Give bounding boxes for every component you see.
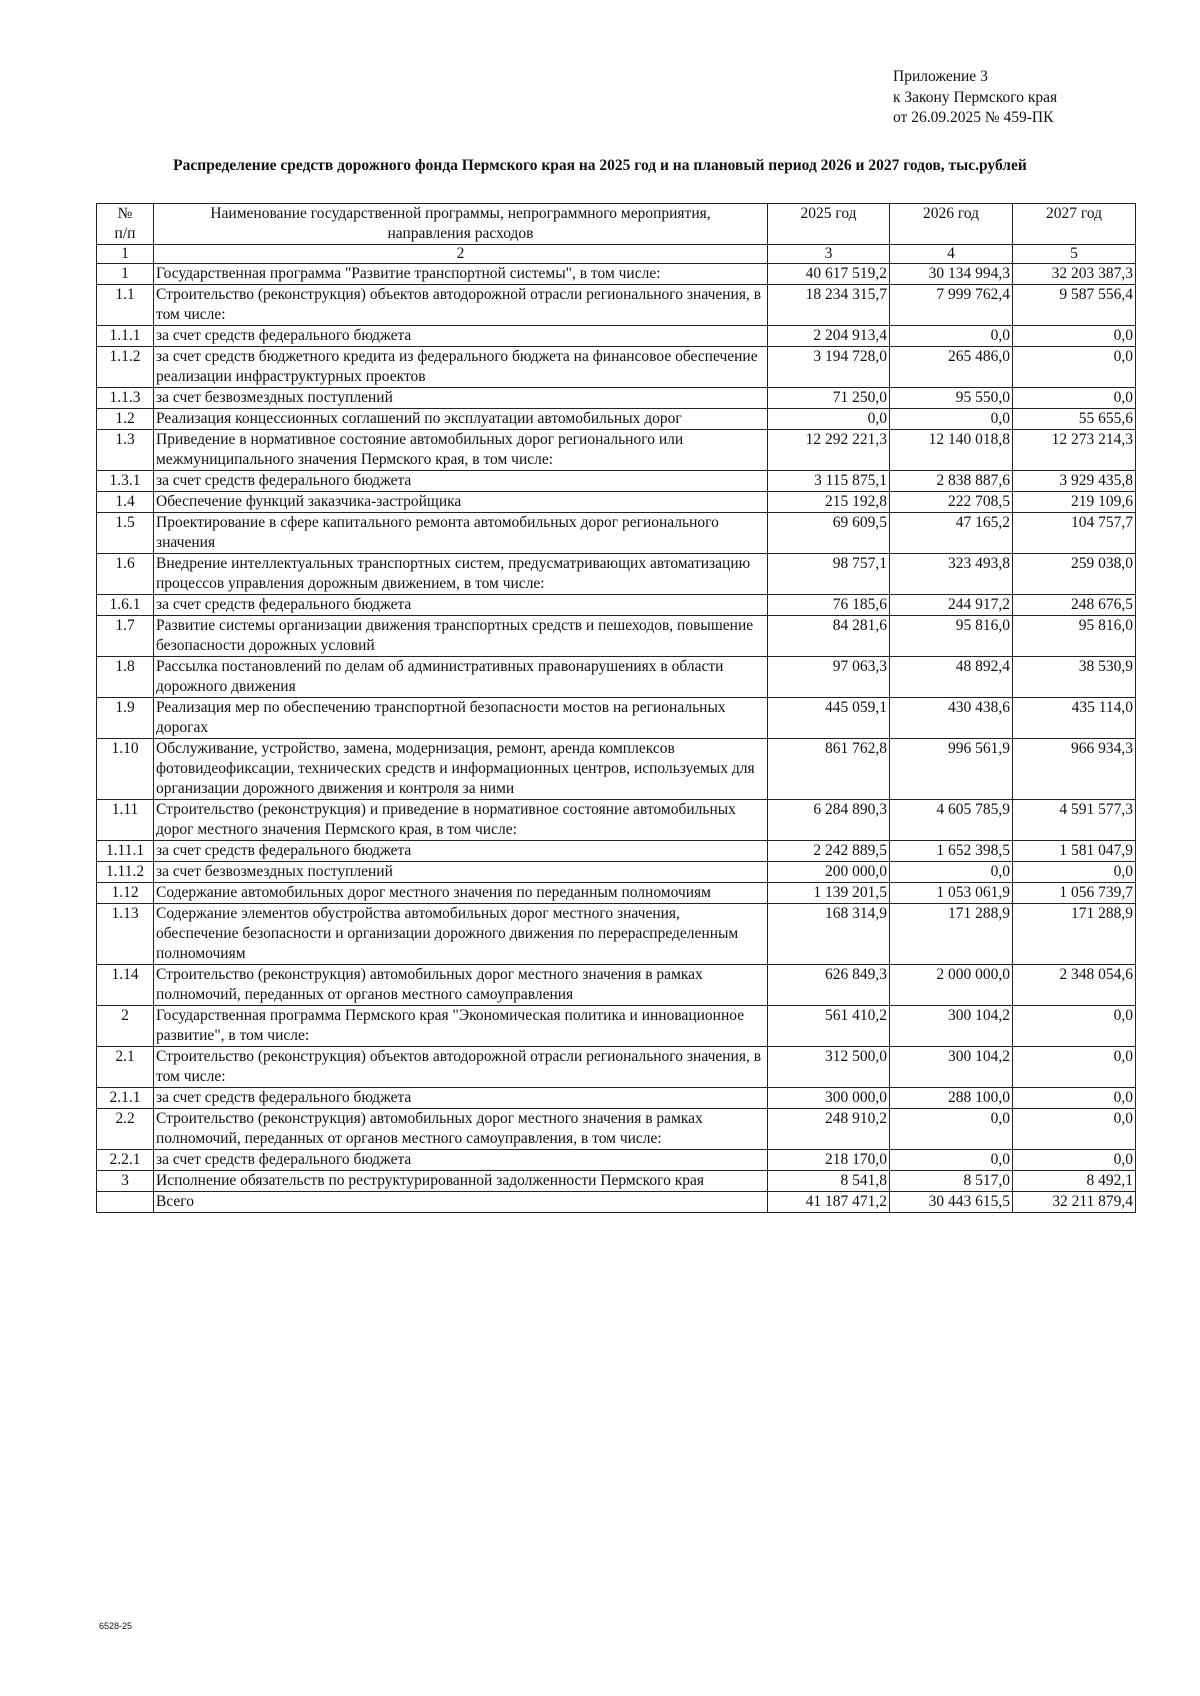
row-value-2026: 30 443 615,5 bbox=[890, 1192, 1013, 1213]
row-value-2027: 32 211 879,4 bbox=[1013, 1192, 1136, 1213]
row-value-2025: 6 284 890,3 bbox=[768, 800, 890, 841]
appendix-line: Приложение 3 bbox=[893, 68, 988, 85]
row-num: 1.6.1 bbox=[97, 595, 154, 616]
table-row bbox=[97, 264, 1136, 285]
row-num: 1.11.2 bbox=[97, 862, 154, 883]
row-name: Обслуживание, устройство, замена, модернизация, ремонт, аренда комплексов фотовидеофиксации, технических средств и информационных центров, используемых для организации дорожного движения и контроля за ними bbox=[154, 739, 768, 800]
row-value-2025: 0,0 bbox=[768, 409, 890, 430]
row-value-2025: 12 292 221,3 bbox=[768, 430, 890, 471]
header-name-cell bbox=[154, 204, 768, 245]
row-value-2027: 0,0 bbox=[1013, 1047, 1136, 1088]
row-value-2027: 0,0 bbox=[1013, 347, 1136, 388]
row-num: 1.6 bbox=[97, 554, 154, 595]
row-name: Строительство (реконструкция) объектов автодорожной отрасли регионального значения, в том числе: bbox=[154, 285, 768, 326]
row-name: Всего bbox=[154, 1192, 768, 1213]
table-row bbox=[97, 698, 1136, 739]
row-value-2027: 0,0 bbox=[1013, 1150, 1136, 1171]
row-value-2026: 48 892,4 bbox=[890, 657, 1013, 698]
row-num: 1.14 bbox=[97, 965, 154, 1006]
row-value-2026: 300 104,2 bbox=[890, 1047, 1013, 1088]
row-value-2026: 430 438,6 bbox=[890, 698, 1013, 739]
table-row bbox=[97, 554, 1136, 595]
road-fund-table bbox=[96, 203, 1136, 1213]
row-value-2026: 300 104,2 bbox=[890, 1006, 1013, 1047]
table-row bbox=[97, 1006, 1136, 1047]
table-row bbox=[97, 471, 1136, 492]
row-name: за счет средств федерального бюджета bbox=[154, 326, 768, 347]
row-value-2027: 38 530,9 bbox=[1013, 657, 1136, 698]
row-name: за счет средств федерального бюджета bbox=[154, 471, 768, 492]
row-value-2025: 626 849,3 bbox=[768, 965, 890, 1006]
row-value-2027: 3 929 435,8 bbox=[1013, 471, 1136, 492]
row-value-2025: 300 000,0 bbox=[768, 1088, 890, 1109]
row-value-2025: 71 250,0 bbox=[768, 388, 890, 409]
row-name: Государственная программа "Развитие транспортной системы", в том числе: bbox=[154, 264, 768, 285]
row-value-2027: 171 288,9 bbox=[1013, 904, 1136, 965]
row-value-2026: 288 100,0 bbox=[890, 1088, 1013, 1109]
row-value-2027: 219 109,6 bbox=[1013, 492, 1136, 513]
row-value-2025: 97 063,3 bbox=[768, 657, 890, 698]
row-name: за счет средств федерального бюджета bbox=[154, 595, 768, 616]
row-value-2026: 0,0 bbox=[890, 1150, 1013, 1171]
column-index: 3 bbox=[768, 245, 890, 264]
row-name: Обеспечение функций заказчика-застройщика bbox=[154, 492, 768, 513]
row-value-2025: 2 204 913,4 bbox=[768, 326, 890, 347]
row-value-2025: 40 617 519,2 bbox=[768, 264, 890, 285]
row-value-2025: 218 170,0 bbox=[768, 1150, 890, 1171]
row-value-2026: 95 816,0 bbox=[890, 616, 1013, 657]
row-num: 1.4 bbox=[97, 492, 154, 513]
row-value-2025: 445 059,1 bbox=[768, 698, 890, 739]
column-index-row bbox=[97, 245, 1136, 264]
row-name: за счет средств федерального бюджета bbox=[154, 841, 768, 862]
table-row bbox=[97, 1109, 1136, 1150]
row-value-2026: 4 605 785,9 bbox=[890, 800, 1013, 841]
column-index: 1 bbox=[97, 245, 154, 264]
row-name: за счет средств федерального бюджета bbox=[154, 1088, 768, 1109]
row-value-2025: 861 762,8 bbox=[768, 739, 890, 800]
row-value-2027: 0,0 bbox=[1013, 1088, 1136, 1109]
row-name: за счет средств бюджетного кредита из федерального бюджета на финансовое обеспечение реализации инфраструктурных проектов bbox=[154, 347, 768, 388]
row-value-2026: 2 838 887,6 bbox=[890, 471, 1013, 492]
row-value-2027: 104 757,7 bbox=[1013, 513, 1136, 554]
row-value-2025: 168 314,9 bbox=[768, 904, 890, 965]
row-name: Содержание элементов обустройства автомобильных дорог местного значения, обеспечение безопасности и организации дорожного движения по перераспределенным полномочиям bbox=[154, 904, 768, 965]
row-num bbox=[97, 1192, 154, 1213]
row-value-2027: 1 581 047,9 bbox=[1013, 841, 1136, 862]
header-2026: 2026 год bbox=[890, 204, 1013, 245]
row-num: 2.1.1 bbox=[97, 1088, 154, 1109]
row-name: за счет безвозмездных поступлений bbox=[154, 388, 768, 409]
table-row bbox=[97, 862, 1136, 883]
row-num: 1.3.1 bbox=[97, 471, 154, 492]
header-num-cell bbox=[97, 204, 154, 245]
row-value-2025: 76 185,6 bbox=[768, 595, 890, 616]
row-num: 3 bbox=[97, 1171, 154, 1192]
row-value-2027: 259 038,0 bbox=[1013, 554, 1136, 595]
row-value-2027: 248 676,5 bbox=[1013, 595, 1136, 616]
table-row bbox=[97, 492, 1136, 513]
header-num-sublabel: п/п bbox=[114, 225, 136, 242]
row-value-2027: 435 114,0 bbox=[1013, 698, 1136, 739]
appendix-note bbox=[893, 67, 1057, 129]
row-value-2025: 8 541,8 bbox=[768, 1171, 890, 1192]
row-value-2025: 41 187 471,2 bbox=[768, 1192, 890, 1213]
row-num: 1.9 bbox=[97, 698, 154, 739]
table-row bbox=[97, 800, 1136, 841]
table-row bbox=[97, 409, 1136, 430]
table-row bbox=[97, 430, 1136, 471]
row-name: за счет безвозмездных поступлений bbox=[154, 862, 768, 883]
table-row bbox=[97, 616, 1136, 657]
row-value-2026: 265 486,0 bbox=[890, 347, 1013, 388]
row-name: Государственная программа Пермского края "Экономическая политика и инновационное развитие", в том числе: bbox=[154, 1006, 768, 1047]
column-index: 2 bbox=[154, 245, 768, 264]
table-row bbox=[97, 285, 1136, 326]
appendix-line: от 26.09.2025 № 459-ПК bbox=[893, 109, 1054, 126]
row-name: Приведение в нормативное состояние автомобильных дорог регионального или межмуниципального значения Пермского края, в том числе: bbox=[154, 430, 768, 471]
row-value-2027: 0,0 bbox=[1013, 388, 1136, 409]
header-2025: 2025 год bbox=[768, 204, 890, 245]
table-row bbox=[97, 1088, 1136, 1109]
row-value-2026: 0,0 bbox=[890, 409, 1013, 430]
row-num: 1.1.3 bbox=[97, 388, 154, 409]
row-value-2026: 1 652 398,5 bbox=[890, 841, 1013, 862]
row-num: 2.2 bbox=[97, 1109, 154, 1150]
row-name: Строительство (реконструкция) и приведение в нормативное состояние автомобильных дорог местного значения Пермского края, в том числе: bbox=[154, 800, 768, 841]
row-value-2026: 95 550,0 bbox=[890, 388, 1013, 409]
table-row bbox=[97, 347, 1136, 388]
appendix-line: к Закону Пермского края bbox=[893, 88, 1058, 106]
row-num: 1.11.1 bbox=[97, 841, 154, 862]
document-code: 6528-25 bbox=[99, 1621, 133, 1631]
row-value-2025: 312 500,0 bbox=[768, 1047, 890, 1088]
column-index: 4 bbox=[890, 245, 1013, 264]
row-num: 1.7 bbox=[97, 616, 154, 657]
row-num: 1.11 bbox=[97, 800, 154, 841]
row-num: 2.1 bbox=[97, 1047, 154, 1088]
row-value-2025: 84 281,6 bbox=[768, 616, 890, 657]
table-row bbox=[97, 739, 1136, 800]
table-row bbox=[97, 841, 1136, 862]
row-num: 1.8 bbox=[97, 657, 154, 698]
table-header-row bbox=[97, 204, 1136, 245]
row-value-2026: 0,0 bbox=[890, 326, 1013, 347]
row-num: 1.1.2 bbox=[97, 347, 154, 388]
row-name: Строительство (реконструкция) автомобильных дорог местного значения в рамках полномочий, переданных от органов местного самоуправления bbox=[154, 965, 768, 1006]
row-value-2025: 1 139 201,5 bbox=[768, 883, 890, 904]
table-row bbox=[97, 1150, 1136, 1171]
row-num: 1.1 bbox=[97, 285, 154, 326]
row-name: Развитие системы организации движения транспортных средств и пешеходов, повышение безопасности дорожных условий bbox=[154, 616, 768, 657]
row-value-2025: 3 194 728,0 bbox=[768, 347, 890, 388]
row-value-2025: 215 192,8 bbox=[768, 492, 890, 513]
row-value-2025: 18 234 315,7 bbox=[768, 285, 890, 326]
row-value-2027: 1 056 739,7 bbox=[1013, 883, 1136, 904]
row-value-2025: 2 242 889,5 bbox=[768, 841, 890, 862]
table-row bbox=[97, 388, 1136, 409]
row-value-2027: 2 348 054,6 bbox=[1013, 965, 1136, 1006]
row-name: Строительство (реконструкция) автомобильных дорог местного значения в рамках полномочий, переданных от органов местного самоуправления, в том числе: bbox=[154, 1109, 768, 1150]
row-name: Реализация концессионных соглашений по эксплуатации автомобильных дорог bbox=[154, 409, 768, 430]
row-value-2027: 55 655,6 bbox=[1013, 409, 1136, 430]
row-num: 1.10 bbox=[97, 739, 154, 800]
row-num: 2.2.1 bbox=[97, 1150, 154, 1171]
row-value-2027: 0,0 bbox=[1013, 862, 1136, 883]
table-row bbox=[97, 965, 1136, 1006]
row-num: 2 bbox=[97, 1006, 154, 1047]
header-name-sublabel: направления расходов bbox=[387, 225, 534, 242]
table-row bbox=[97, 657, 1136, 698]
row-value-2027: 4 591 577,3 bbox=[1013, 800, 1136, 841]
row-value-2025: 248 910,2 bbox=[768, 1109, 890, 1150]
row-num: 1.1.1 bbox=[97, 326, 154, 347]
row-value-2025: 98 757,1 bbox=[768, 554, 890, 595]
document-title: Распределение средств дорожного фонда Пермского края на 2025 год и на плановый период 2026 и 2027 годов, тыс.рублей bbox=[173, 157, 1027, 174]
row-value-2026: 0,0 bbox=[890, 862, 1013, 883]
row-value-2027: 0,0 bbox=[1013, 326, 1136, 347]
row-name: Строительство (реконструкция) объектов автодорожной отрасли регионального значения, в том числе: bbox=[154, 1047, 768, 1088]
row-value-2026: 222 708,5 bbox=[890, 492, 1013, 513]
header-2027: 2027 год bbox=[1013, 204, 1136, 245]
row-value-2026: 171 288,9 bbox=[890, 904, 1013, 965]
table-row bbox=[97, 904, 1136, 965]
table-row bbox=[97, 1171, 1136, 1192]
row-name: Исполнение обязательств по реструктурированной задолженности Пермского края bbox=[154, 1171, 768, 1192]
row-name: за счет средств федерального бюджета bbox=[154, 1150, 768, 1171]
row-value-2027: 32 203 387,3 bbox=[1013, 264, 1136, 285]
row-value-2026: 996 561,9 bbox=[890, 739, 1013, 800]
row-value-2026: 1 053 061,9 bbox=[890, 883, 1013, 904]
row-num: 1 bbox=[97, 264, 154, 285]
table-row bbox=[97, 595, 1136, 616]
row-value-2026: 30 134 994,3 bbox=[890, 264, 1013, 285]
row-value-2026: 47 165,2 bbox=[890, 513, 1013, 554]
row-value-2026: 2 000 000,0 bbox=[890, 965, 1013, 1006]
row-num: 1.5 bbox=[97, 513, 154, 554]
row-value-2027: 966 934,3 bbox=[1013, 739, 1136, 800]
table-row bbox=[97, 513, 1136, 554]
row-value-2027: 12 273 214,3 bbox=[1013, 430, 1136, 471]
row-value-2026: 323 493,8 bbox=[890, 554, 1013, 595]
row-value-2027: 8 492,1 bbox=[1013, 1171, 1136, 1192]
row-value-2026: 8 517,0 bbox=[890, 1171, 1013, 1192]
column-index: 5 bbox=[1013, 245, 1136, 264]
row-value-2026: 244 917,2 bbox=[890, 595, 1013, 616]
row-name: Рассылка постановлений по делам об административных правонарушениях в области дорожного движения bbox=[154, 657, 768, 698]
table-row bbox=[97, 883, 1136, 904]
row-value-2026: 7 999 762,4 bbox=[890, 285, 1013, 326]
row-name: Внедрение интеллектуальных транспортных систем, предусматривающих автоматизацию процессов управления дорожным движением, в том числе: bbox=[154, 554, 768, 595]
header-name-label: Наименование государственной программы, непрограммного мероприятия, bbox=[210, 205, 711, 222]
row-name: Реализация мер по обеспечению транспортной безопасности мостов на региональных дорогах bbox=[154, 698, 768, 739]
row-value-2027: 0,0 bbox=[1013, 1109, 1136, 1150]
row-value-2025: 69 609,5 bbox=[768, 513, 890, 554]
row-name: Проектирование в сфере капитального ремонта автомобильных дорог регионального значения bbox=[154, 513, 768, 554]
row-num: 1.12 bbox=[97, 883, 154, 904]
row-num: 1.3 bbox=[97, 430, 154, 471]
table-row bbox=[97, 326, 1136, 347]
row-value-2027: 95 816,0 bbox=[1013, 616, 1136, 657]
row-value-2025: 3 115 875,1 bbox=[768, 471, 890, 492]
row-num: 1.2 bbox=[97, 409, 154, 430]
row-value-2027: 0,0 bbox=[1013, 1006, 1136, 1047]
row-value-2026: 0,0 bbox=[890, 1109, 1013, 1150]
table-row bbox=[97, 1047, 1136, 1088]
row-value-2025: 561 410,2 bbox=[768, 1006, 890, 1047]
header-num-label: № bbox=[117, 205, 133, 222]
row-value-2027: 9 587 556,4 bbox=[1013, 285, 1136, 326]
table-row bbox=[97, 1192, 1136, 1213]
row-value-2025: 200 000,0 bbox=[768, 862, 890, 883]
row-name: Содержание автомобильных дорог местного значения по переданным полномочиям bbox=[154, 883, 768, 904]
row-value-2026: 12 140 018,8 bbox=[890, 430, 1013, 471]
row-num: 1.13 bbox=[97, 904, 154, 965]
